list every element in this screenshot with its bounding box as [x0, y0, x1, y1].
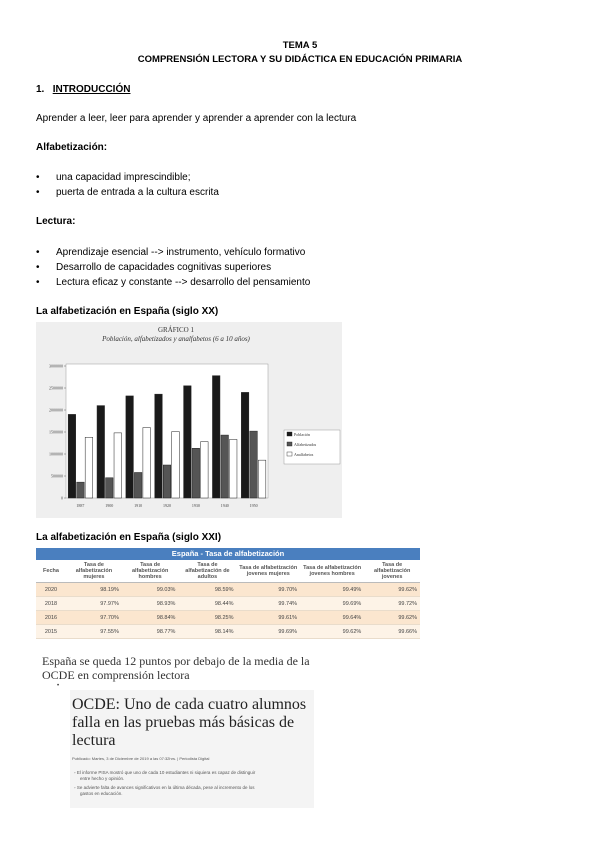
table-cell: 99.61%	[237, 611, 301, 625]
news-line: España se queda 12 puntos por debajo de la media de la	[42, 654, 310, 668]
table-cell: 98.84%	[122, 611, 179, 625]
bar-alfabetizados	[250, 431, 257, 498]
bar-población	[184, 386, 192, 498]
table-row	[36, 583, 420, 597]
legend-box	[284, 430, 340, 464]
bar-población	[126, 396, 133, 498]
bar-analfabetos	[201, 442, 209, 498]
table-cell: 97.55%	[66, 625, 122, 639]
y-tick-label: 2500000	[49, 385, 63, 391]
list-item-continuation: gastos en educación.	[80, 791, 123, 796]
table-cell: 99.69%	[237, 625, 301, 639]
column-header: Fecha	[36, 560, 66, 583]
siglo-xx-heading: La alfabetización en España (siglo XX)	[36, 306, 219, 317]
headline-line: lectura	[72, 732, 116, 749]
news-article-image	[70, 690, 314, 808]
bar-población	[212, 376, 220, 498]
legend-swatch	[287, 442, 292, 446]
column-header: Tasa de alfabetización mujeres	[66, 560, 122, 583]
column-header: Tasa de alfabetización jovenes hombres	[300, 560, 364, 583]
headline-line: OCDE: Uno de cada cuatro alumnos	[72, 696, 307, 713]
table-cell: 98.77%	[122, 625, 179, 639]
table-cell: 99.64%	[300, 611, 364, 625]
bar-población	[155, 394, 163, 498]
bullet-dot: •	[57, 683, 60, 689]
bar-analfabetos	[172, 432, 180, 498]
alfabetizacion-table	[36, 560, 420, 639]
table-cell: 2015	[36, 625, 66, 639]
table-cell: 99.49%	[300, 583, 364, 597]
document-subtitle: COMPRENSIÓN LECTORA Y SU DIDÁCTICA EN EDUCACIÓN PRIMARIA	[137, 54, 463, 65]
table-cell: 97.70%	[66, 611, 122, 625]
legend-swatch	[287, 432, 292, 436]
siglo-xxi-heading: La alfabetización en España (siglo XXI)	[36, 532, 222, 543]
legend-label: Población	[294, 432, 310, 437]
news-headline-1	[42, 654, 310, 682]
column-header: Tasa de alfabetización jovenes mujeres	[237, 560, 301, 583]
table-cell: 99.69%	[300, 597, 364, 611]
x-tick-label: 1910	[134, 503, 143, 508]
bar-analfabetos	[229, 439, 237, 498]
bar-población	[97, 406, 105, 498]
news-headline-2	[72, 696, 306, 750]
bar-analfabetos	[258, 460, 266, 498]
table-cell: 2020	[36, 583, 66, 597]
list-item: ◦ El informe PISA mostró que uno de cada 10 estudiantes ni siquiera es capaz de distinguir	[74, 770, 256, 775]
bar-alfabetizados	[134, 472, 142, 498]
tema-title: TEMA 5	[282, 40, 318, 51]
table-cell: 99.66%	[364, 625, 420, 639]
y-tick-label: 0	[61, 495, 63, 501]
lectura-list	[36, 245, 310, 290]
table-cell: 99.62%	[364, 583, 420, 597]
alfabetizacion-list	[36, 170, 219, 200]
table-row	[36, 611, 420, 625]
column-header: Tasa de alfabetización jovenes	[364, 560, 420, 583]
table-cell: 99.62%	[364, 611, 420, 625]
chart-title: GRÁFICO 1	[158, 326, 194, 334]
list-item: • Lectura eficaz y constante --> desarrollo del pensamiento	[36, 275, 310, 290]
x-tick-label: 1920	[163, 503, 171, 508]
legend-label: Alfabetizados	[294, 442, 317, 447]
x-tick-label: 1930	[191, 503, 200, 508]
table-cell: 99.62%	[300, 625, 364, 639]
column-header: Tasa de alfabetización de adultos	[178, 560, 236, 583]
section-title: INTRODUCCIÓN	[52, 84, 131, 95]
table-cell: 98.44%	[178, 597, 236, 611]
y-tick-label: 2000000	[49, 407, 63, 413]
bar-población	[241, 392, 249, 498]
list-item-continuation: entre hecho y opinión.	[80, 776, 125, 781]
y-tick-label: 1000000	[49, 451, 63, 457]
chart-subtitle: Población, alfabetizados y analfabetos (6 a 10 años)	[102, 335, 250, 343]
x-tick-label: 1887	[76, 503, 85, 508]
alfabetizacion-chart-image	[36, 322, 342, 518]
table-cell: 98.25%	[178, 611, 236, 625]
x-tick-label: 1950	[249, 503, 258, 508]
headline-line: falla en las pruebas más básicas de	[72, 714, 295, 731]
legend-label: Analfabetos	[294, 452, 314, 457]
news-line: OCDE en comprensión lectora	[42, 668, 190, 682]
column-header: Tasa de alfabetización hombres	[122, 560, 179, 583]
bar-alfabetizados	[221, 435, 229, 498]
table-cell: 2018	[36, 597, 66, 611]
list-item: • una capacidad imprescindible;	[36, 170, 219, 185]
y-tick-label: 3000000	[49, 363, 63, 369]
table-cell: 2016	[36, 611, 66, 625]
alfabetizacion-table-image	[36, 548, 420, 639]
table-header-row	[36, 560, 420, 583]
bar-alfabetizados	[77, 482, 85, 498]
alfabetizacion-label: Alfabetización:	[36, 142, 108, 153]
table-cell: 99.72%	[364, 597, 420, 611]
list-item: • Desarrollo de capacidades cognitivas superiores	[36, 260, 310, 275]
bar-alfabetizados	[163, 465, 171, 498]
section-number: 1.	[36, 84, 45, 95]
bar-analfabetos	[114, 433, 122, 498]
table-cell: 98.93%	[122, 597, 179, 611]
table-cell: 99.74%	[237, 597, 301, 611]
list-item: • puerta de entrada a la cultura escrita	[36, 185, 219, 200]
bar-alfabetizados	[192, 448, 200, 498]
y-tick-label: 500000	[51, 473, 63, 479]
table-cell: 98.14%	[178, 625, 236, 639]
bar-chart	[36, 322, 342, 518]
table-cell: 98.19%	[66, 583, 122, 597]
legend-swatch	[287, 452, 292, 456]
article-meta: Publicado: Martes, 3 de Diciembre de 2019 a las 07:32hrs. | Periodista Digital	[72, 756, 210, 761]
y-tick-label: 1500000	[49, 429, 63, 435]
table-row	[36, 597, 420, 611]
bar-analfabetos	[143, 428, 151, 498]
bar-analfabetos	[85, 437, 93, 498]
bar-alfabetizados	[106, 478, 114, 498]
table-cell: 99.03%	[122, 583, 179, 597]
table-cell: 97.97%	[66, 597, 122, 611]
table-cell: 98.59%	[178, 583, 236, 597]
table-title: España - Tasa de alfabetización	[36, 548, 420, 560]
table-row	[36, 625, 420, 639]
bar-población	[68, 414, 76, 498]
article-bullets	[74, 770, 255, 797]
x-tick-label: 1940	[220, 503, 229, 508]
intro-paragraph: Aprender a leer, leer para aprender y aprender a aprender con la lectura	[36, 113, 357, 124]
x-tick-label: 1900	[105, 503, 114, 508]
list-item: ◦ Se advierte falta de avances significativos en la última década, pese al incremento de los	[74, 785, 255, 790]
lectura-label: Lectura:	[36, 216, 76, 227]
section-heading	[36, 84, 130, 95]
table-cell: 99.70%	[237, 583, 301, 597]
list-item: • Aprendizaje esencial --> instrumento, vehículo formativo	[36, 245, 310, 260]
